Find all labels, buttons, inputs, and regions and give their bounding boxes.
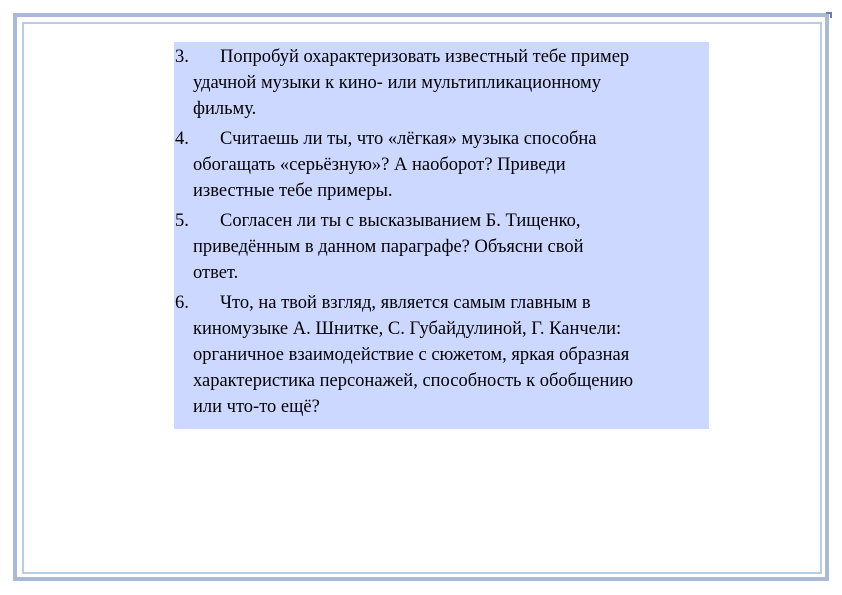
question-item-4 bbox=[174, 126, 709, 204]
question-text-line: или что-то ещё? bbox=[193, 397, 320, 417]
corner-decoration bbox=[826, 12, 832, 18]
question-text-line: Что, на твой взгляд, является самым главным в bbox=[220, 293, 591, 313]
question-number: 3. bbox=[175, 47, 189, 67]
question-text-line: обогащать «серьёзную»? А наоборот? Приведи bbox=[193, 155, 566, 175]
question-text-line: приведённым в данном параграфе? Объясни свой bbox=[193, 237, 584, 257]
question-text-line: фильму. bbox=[193, 99, 257, 119]
question-text-line: ответ. bbox=[193, 263, 239, 283]
question-text-line: Согласен ли ты с высказыванием Б. Тищенко, bbox=[220, 211, 581, 231]
question-number: 6. bbox=[175, 293, 189, 313]
question-text-line: удачной музыки к кино- или мультипликационному bbox=[193, 73, 602, 93]
question-text-line: киномузыке А. Шнитке, С. Губайдулиной, Г. Канчели: bbox=[193, 319, 622, 339]
question-item-3 bbox=[174, 44, 709, 122]
question-number: 5. bbox=[175, 211, 189, 231]
question-text-line: органичное взаимодействие с сюжетом, яркая образная bbox=[193, 345, 630, 365]
question-list bbox=[174, 42, 709, 429]
question-text-line: известные тебе примеры. bbox=[193, 181, 393, 201]
question-number: 4. bbox=[175, 129, 189, 149]
question-text-line: характеристика персонажей, способность к обобщению bbox=[193, 371, 634, 391]
question-item-5 bbox=[174, 208, 709, 286]
question-item-6 bbox=[174, 290, 709, 420]
question-text-line: Попробуй охарактеризовать известный тебе пример bbox=[220, 47, 630, 67]
question-text-line: Считаешь ли ты, что «лёгкая» музыка способна bbox=[220, 129, 597, 149]
